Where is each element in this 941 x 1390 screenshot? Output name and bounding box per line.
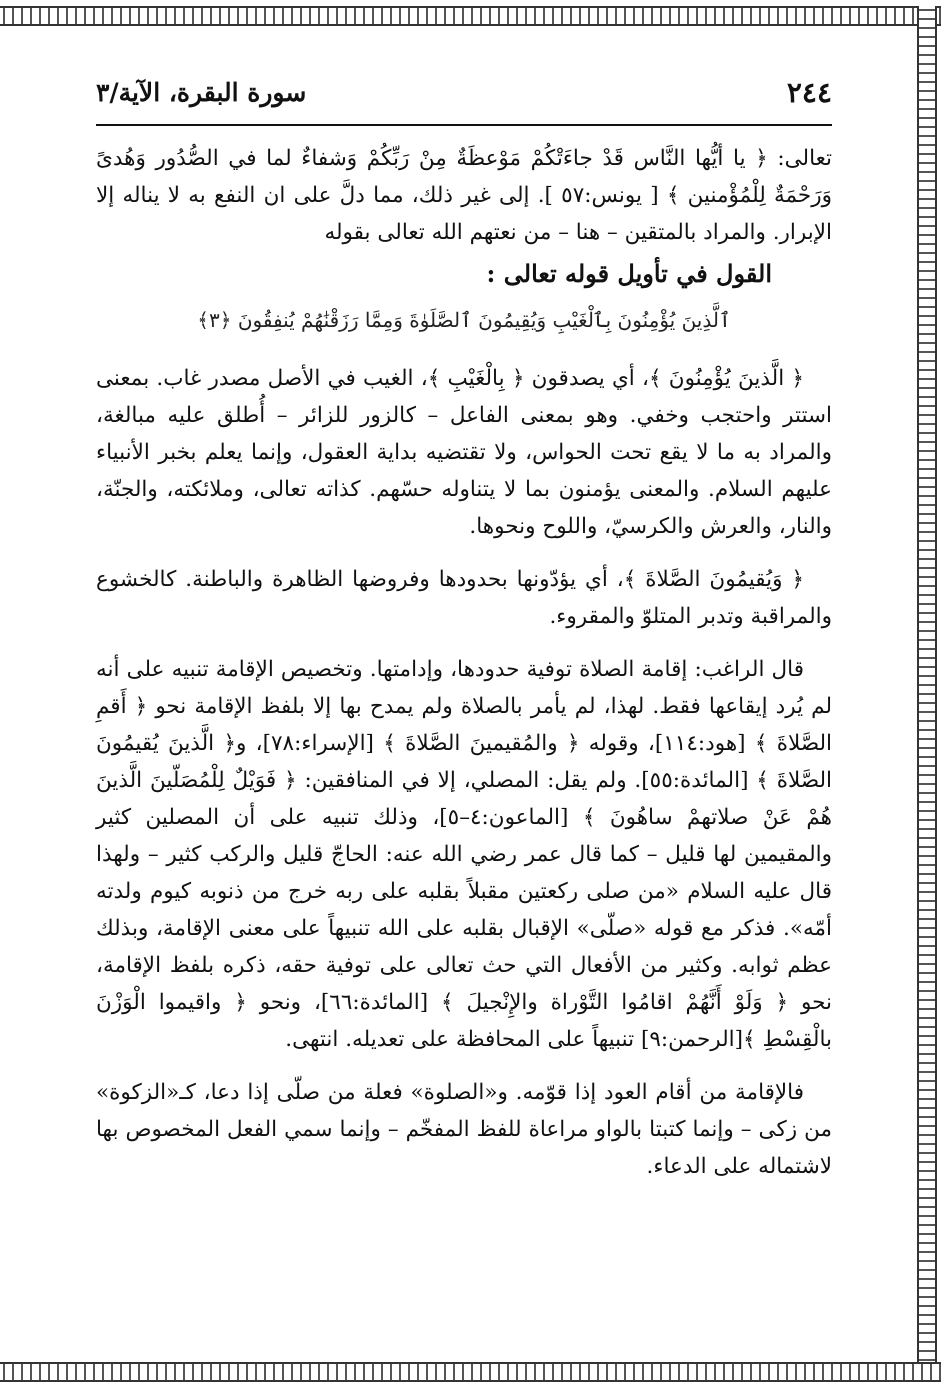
- page-border-bottom: [0, 1362, 941, 1382]
- paragraph-iqama: فالإقامة من أقام العود إذا قوّمه. و«الصلوة» فعلة من صلّى إذا دعا، كـ«الزكوة» من زكى – وإنما كتبتا بالواو مراعاة للفظ المفخّم – وإنما سمي الفعل المخصوص بها لاشتماله على الدعاء.: [96, 1080, 832, 1179]
- section-heading: القول في تأويل قوله تعالى :: [486, 259, 772, 288]
- quran-verse: ٱلَّذِينَ يُؤْمِنُونَ بِٱلْغَيْبِ وَيُقِيمُونَ ٱلصَّلَوٰةَ وَمِمَّا رَزَقْنَٰهُمْ يُنفِقُونَ ﴿٣﴾: [197, 308, 731, 332]
- paragraph-ghayb: ﴿ الَّذينَ يُؤْمِنُونَ ﴾، أي يصدقون ﴿ بِالْغَيْبِ ﴾، الغيب في الأصل مصدر غاب. بمعنى استتر واحتجب وخفي. وهو بمعنى الفاعل – كالزور للزائر – أُطلق عليه مبالغة، والمراد به ما لا يقع تحت الحواس، ولا تقتضيه بداية العقول، وإنما يعلم بخبر الأنبياء عليهم السلام. والمعنى يؤمنون بما لا يتناوله حسّهم. كذاته تعالى، وملائكته، والجنّة، والنار، والعرش والكرسيّ، واللوح ونحوها.: [96, 366, 832, 539]
- paragraph-intro: تعالى: ﴿ يا أيُّها النَّاس قَدْ جاءَتْكُمْ مَوْعظَةٌ مِنْ رَبِّكُمْ وَشفاءٌ لما في الصُّدُور وَهُدىً وَرَحْمَةٌ لِلْمُؤْمنين ﴾ [ يونس:٥٧ ]. إلى غير ذلك، مما دلَّ على ان النفع به لا يناله إلا الإبرار. والمراد بالمتقين – هنا – من نعتهم الله تعالى بقوله: [96, 146, 832, 245]
- page-number: ٢٤٤: [786, 76, 832, 109]
- paragraph-salah: ﴿ وَيُقيمُونَ الصَّلاةَ ﴾، أي يؤدّونها بحدودها وفروضها الظاهرة والباطنة. كالخشوع والمراقبة وتدبر المتلوّ والمقروء.: [96, 567, 832, 629]
- page-border-right: [917, 6, 937, 1380]
- paragraph-raghib: قال الراغب: إقامة الصلاة توفية حدودها، وإدامتها. وتخصيص الإقامة تنبيه على أنه لم يُرد إيقاعها فقط. لهذا، لم يأمر بالصلاة ولم يمدح بها إلا بلفظ الإقامة نحو ﴿ أَقمِ الصَّلاةَ ﴾ [هود:١١٤]، وقوله ﴿ والمُقيمينَ الصَّلاةَ ﴾ [الإسراء:٧٨]، و﴿ الَّذينَ يُقيمُونَ الصَّلاةَ ﴾ [المائدة:٥٥]. ولم يقل: المصلي، إلا في المنافقين: ﴿ فَوَيْلٌ لِلْمُصَلّينَ الَّذينَ هُمْ عَنْ صلاتهمْ ساهُونَ ﴾ [الماعون:٤–٥]، وذلك تنبيه على أن المصلين كثير والمقيمين لها قليل – كما قال عمر رضي الله عنه: الحاجّ قليل والركب كثير – ولهذا قال عليه السلام «من صلى ركعتين مقبلاً بقلبه على ربه خرج من ذنوبه كيوم ولدته أمّه». فذكر مع قوله «صلّى» الإقبال بقلبه على الله تنبيهاً على معنى الإقامة، وبذلك عظم ثوابه. وكثير من الأفعال التي حث تعالى على توفية حقه، ذكره بلفظ الإقامة، نحو ﴿ وَلَوْ أَنَّهُمْ اقامُوا التَّوْراة والإِنْجيلَ ﴾ [المائدة:٦٦]، ونحو ﴿ واقيموا الْوَزْنَ بالْقِسْطِ ﴾[الرحمن:٩] تنبيهاً على المحافظة على تعديله. انتهى.: [96, 657, 832, 1052]
- running-title: سورة البقرة، الآية/٣: [96, 78, 307, 107]
- page-border-top: [0, 6, 941, 26]
- page-header: [96, 72, 832, 126]
- page-body: [96, 140, 832, 1185]
